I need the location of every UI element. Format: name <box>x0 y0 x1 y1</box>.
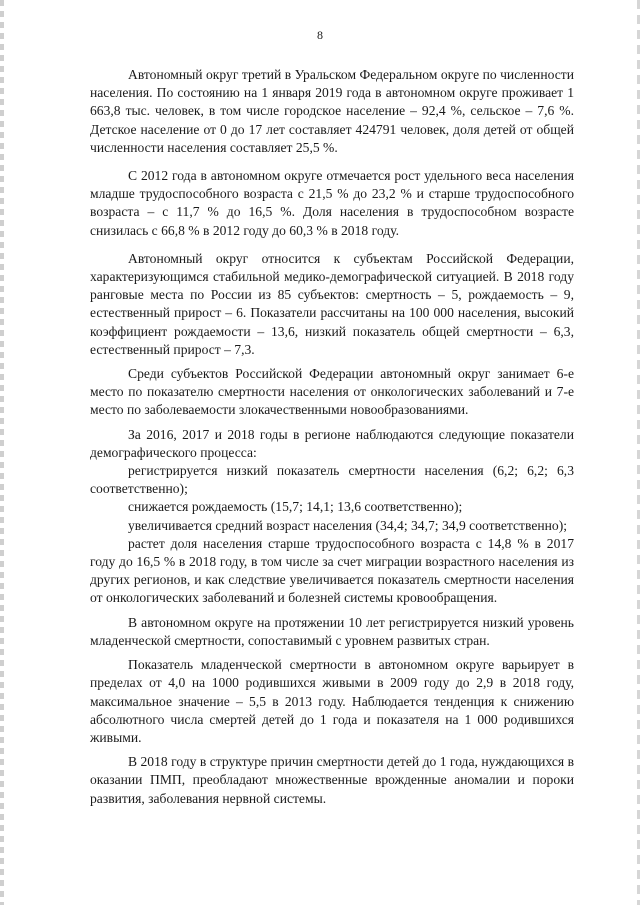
list-item-elderly-share: растет доля населения старше трудоспособного возраста с 14,8 % в 2017 году до 16,5 % в 2018 году, в том числе за счет миграции возрастного населения из других регионов, и как следствие увеличивается показатель смертности населения от онкологических заболеваний и болезней системы кровообращения. <box>90 535 574 606</box>
page-number: 8 <box>317 28 323 42</box>
paragraph-infant-causes: В 2018 году в структуре причин смертности детей до 1 года, нуждающихся в оказании ПМП, преобладают множественные врожденные аномалии и пороки развития, заболевания нервной системы. <box>90 754 574 806</box>
paragraph-infant-mortality-rate: Показатель младенческой смертности в автономном округе варьирует в пределах от 4,0 на 1000 родившихся живыми в 2009 году до 2,9 в 2018 году, максимальное значение – 5,5 в 2013 году. Наблюдается тенденция к снижению абсолютного числа смертей детей до 1 года и показателя на 1 000 родившихся живыми. <box>90 657 574 745</box>
list-item-mortality: регистрируется низкий показатель смертности населения (6,2; 6,2; 6,3 соответственно); <box>90 463 574 497</box>
paragraph-oncology-ranking: Среди субъектов Российской Федерации автономный округ занимает 6-е место по показателю смертности населения от онкологических заболеваний и 7-е место по заболеваемости злокачественными новообразованиями. <box>90 366 574 418</box>
paragraph-federal-ranking: Автономный округ относится к субъектам Российской Федерации, характеризующимся стабильной медико-демографической ситуацией. В 2018 году ранговые места по России из 85 субъектов: смертность – 5, рождаемость – 9, естественный прирост – 6. Показатели рассчитаны на 100 000 населения, высокий коэффициент рождаемости – 13,6, низкий показатель общей смертности – 6,3, естественный прирост – 7,3. <box>90 250 574 357</box>
paragraph-infant-mortality: В автономном округе на протяжении 10 лет регистрируется низкий уровень младенческой смертности, сопоставимый с уровнем развитых стран. <box>90 614 574 648</box>
paragraph-population: Автономный округ третий в Уральском Федеральном округе по численности населения. По состоянию на 1 января 2019 года в автономном округе проживает 1 663,8 тыс. человек, в том числе городское население – 92,4 %, сельское – 7,6 %. Детское население от 0 до 17 лет составляет 424791 человек, доля детей от общей численности населения составляет 25,5 %. <box>90 67 574 155</box>
paragraph-age-structure: С 2012 года в автономном округе отмечается рост удельного веса населения младше трудоспособного возраста с 21,5 % до 23,2 % и старше трудоспособного возраста – с 11,7 % до 16,5 %. Доля населения в трудоспособном возрасте снизилась с 66,8 % в 2012 году до 60,3 % в 2018 году. <box>90 168 574 238</box>
scan-edge-left <box>0 0 4 905</box>
paragraph-demographic-intro: За 2016, 2017 и 2018 годы в регионе наблюдаются следующие показатели демографического процесса: <box>90 426 574 460</box>
list-item-average-age: увеличивается средний возраст населения (34,4; 34,7; 34,9 соответственно); <box>128 517 568 533</box>
document-body <box>90 66 574 808</box>
list-item-birth-rate: снижается рождаемость (15,7; 14,1; 13,6 соответственно); <box>128 499 463 515</box>
